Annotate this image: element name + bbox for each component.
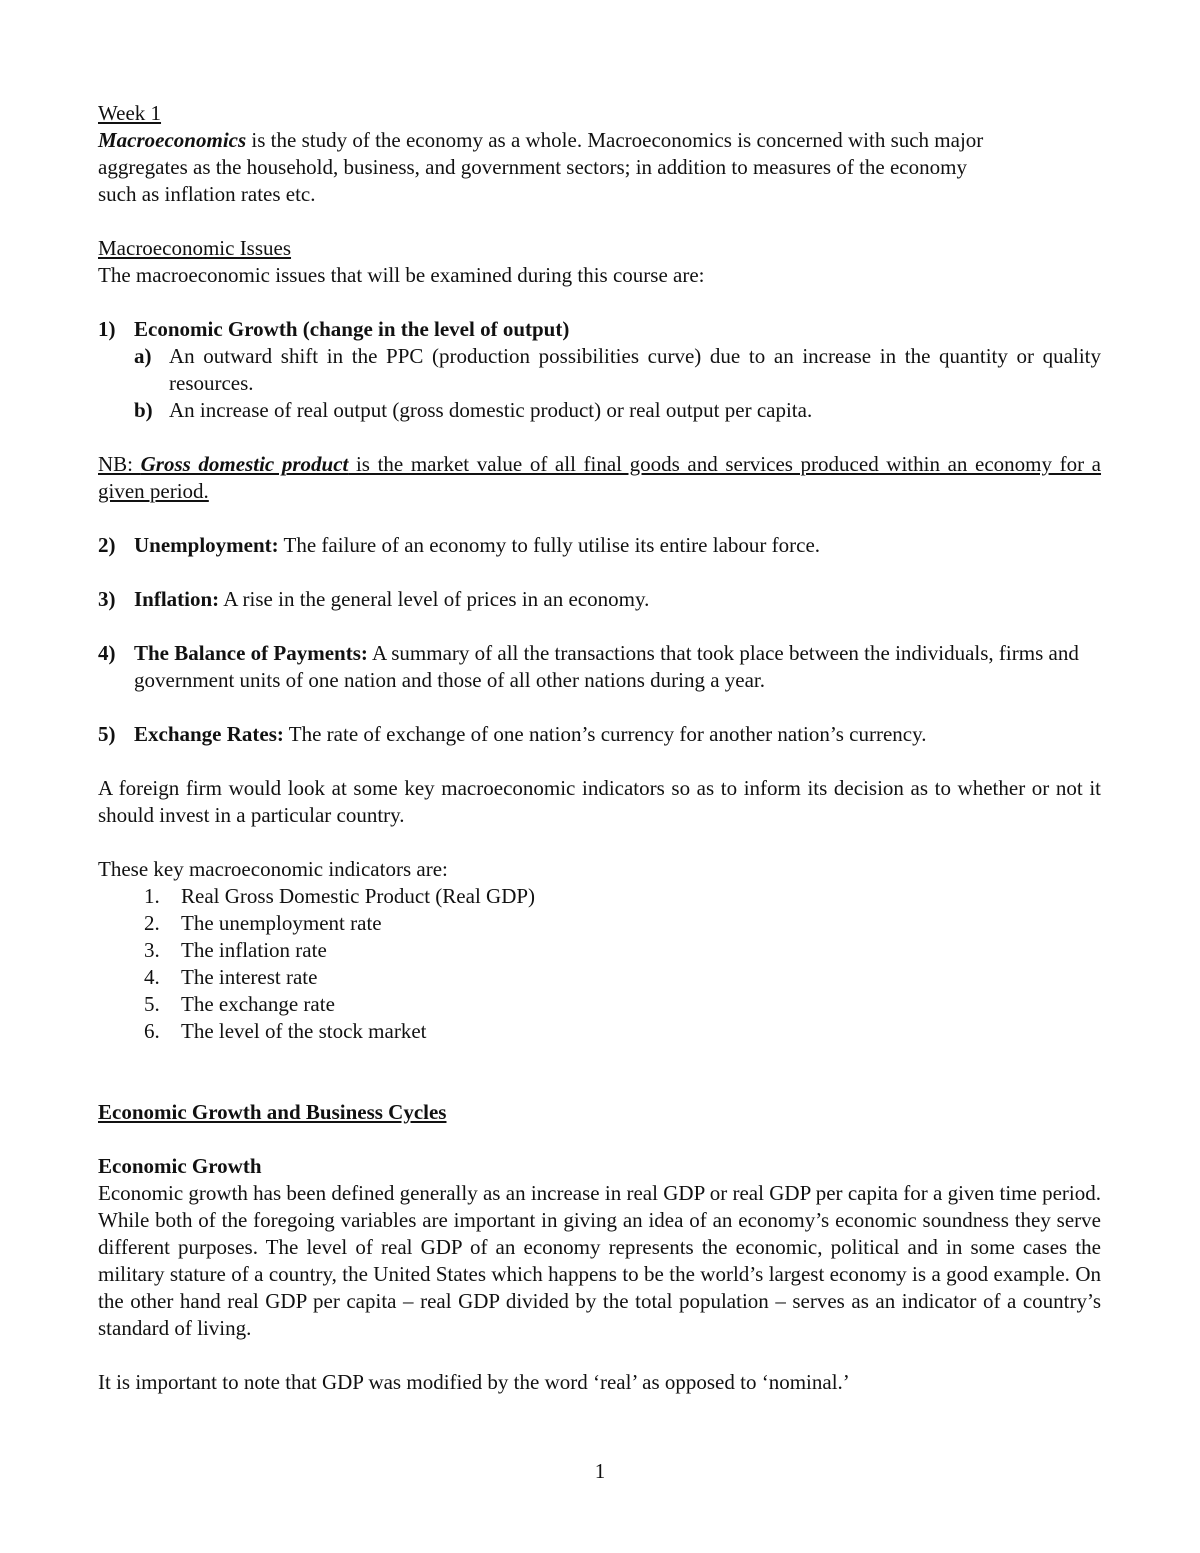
list-item: 6. The level of the stock market: [144, 1019, 427, 1043]
section-heading: Economic Growth and Business Cycles: [98, 1100, 447, 1124]
issue-exchange-rates: 5) Exchange Rates: The rate of exchange of one nation’s currency for another nation’s currency.: [98, 722, 927, 746]
week-title: Week 1: [98, 101, 162, 125]
list-item: 3. The inflation rate: [144, 938, 327, 962]
list-item: 5. The exchange rate: [144, 992, 335, 1016]
nb-definition: NB: Gross domestic product is the market value of all final goods and services produced within an economy for a given period.: [98, 452, 1102, 503]
indicators-lead: These key macroeconomic indicators are:: [98, 857, 448, 881]
list-item: 1. Real Gross Domestic Product (Real GDP): [144, 884, 536, 908]
indicators-list: [98, 883, 1101, 1045]
issues-lead: The macroeconomic issues that will be examined during this course are:: [98, 263, 705, 287]
intro-term: Macroeconomics: [98, 128, 247, 152]
issue-growth-a: a) An outward shift in the PPC (production possibilities curve) due to an increase in the quantity or quality resources.: [134, 344, 1101, 395]
page-number: 1: [594, 1459, 606, 1483]
section-subheading: Economic Growth: [98, 1154, 262, 1178]
page-content: [98, 100, 1101, 1396]
issue-growth-b: b) An increase of real output (gross domestic product) or real output per capita.: [134, 398, 813, 422]
issue-unemployment: 2) Unemployment: The failure of an economy to fully utilise its entire labour force.: [98, 533, 821, 557]
issue-balance-of-payments: 4) The Balance of Payments: A summary of all the transactions that took place between the individuals, firms and government units of one nation and those of all other nations during a year.: [98, 641, 1079, 692]
foreign-firm-paragraph: A foreign firm would look at some key macroeconomic indicators so as to inform its decision as to whether or not it should invest in a particular country.: [98, 776, 1101, 827]
issue-economic-growth: 1) Economic Growth (change in the level of output): [98, 317, 570, 341]
list-item: 2. The unemployment rate: [144, 911, 382, 935]
issues-heading: Macroeconomic Issues: [98, 236, 292, 260]
intro-paragraph: Macroeconomics is the study of the economy as a whole. Macroeconomics is concerned with such major aggregates as the household, business, and government sectors; in addition to measures of the economy such as inflation rates etc.: [98, 128, 984, 206]
issue-inflation: 3) Inflation: A rise in the general level of prices in an economy.: [98, 587, 650, 611]
real-vs-nominal-paragraph: It is important to note that GDP was modified by the word ‘real’ as opposed to ‘nominal.’: [98, 1370, 850, 1394]
economic-growth-paragraph: Economic growth has been defined generally as an increase in real GDP or real GDP per capita for a given time period. While both of the foregoing variables are important in giving an idea of an economy’s economic soundness they serve different purposes. The level of real GDP of an economy represents the economic, political and in some cases the military stature of a country, the United States which happens to be the world’s largest economy is a good example. On the other hand real GDP per capita – real GDP divided by the total population – serves as an indicator of a country’s standard of living.: [98, 1181, 1101, 1340]
list-item: 4. The interest rate: [144, 965, 318, 989]
